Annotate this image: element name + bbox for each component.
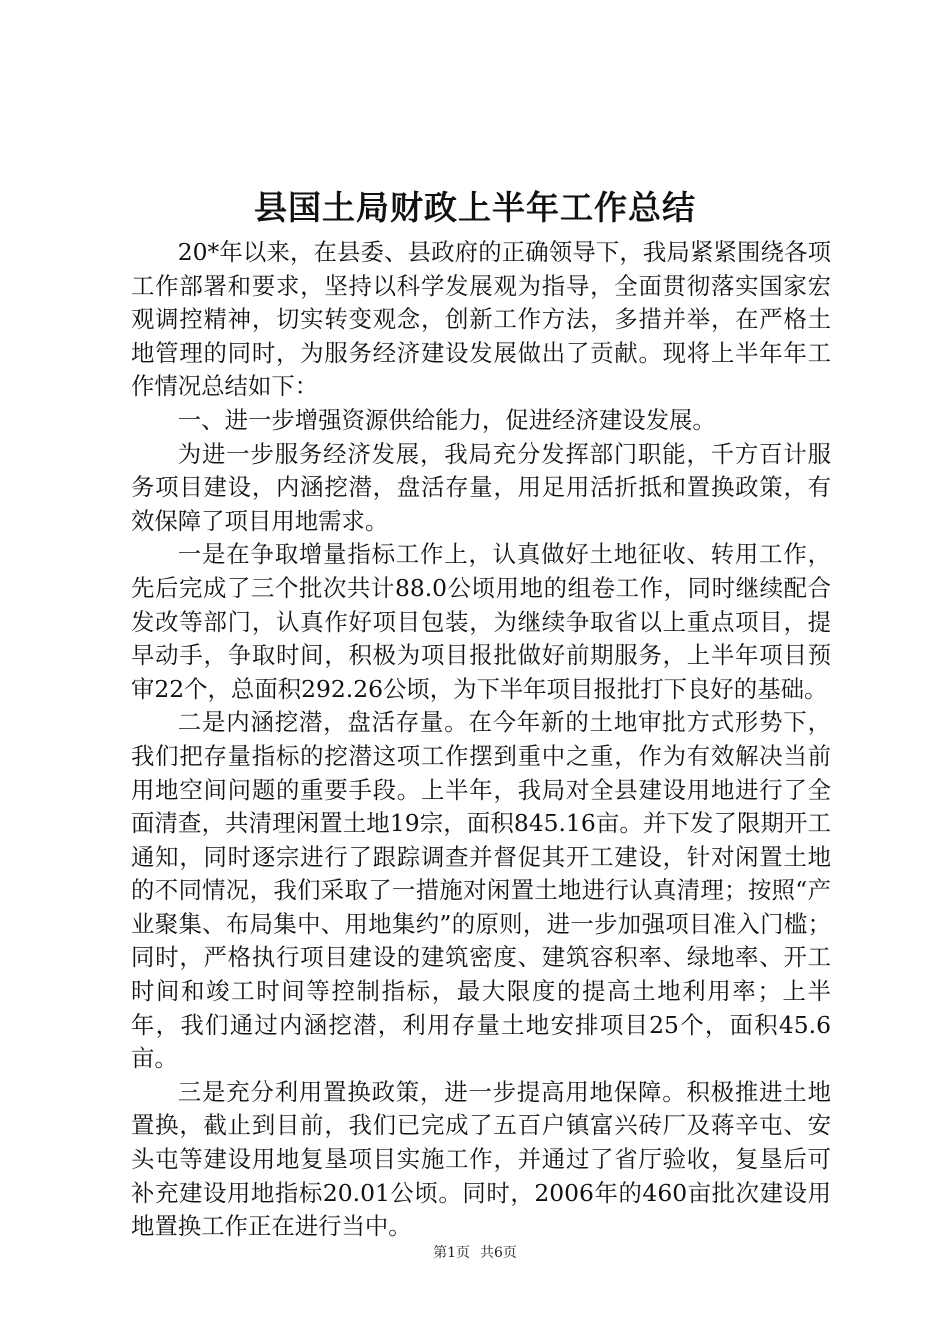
document-title: 县国土局财政上半年工作总结	[254, 188, 696, 227]
paragraph-point-1: 一是在争取增量指标工作上，认真做好土地征收、转用工作，先后完成了三个批次共计88.0公顷用地的组卷工作，同时继续配合发改等部门，认真作好项目包装，为继续争取省以上重点项目，提早动手，争取时间，积极为项目报批做好前期服务，上半年项目预审22个，总面积292.26公顷，为下半年项目报批打下良好的基础。	[131, 540, 831, 703]
page-number: 第1页	[433, 1245, 470, 1261]
paragraph-intro: 20*年以来，在县委、县政府的正确领导下，我局紧紧围绕各项工作部署和要求，坚持以科学发展观为指导，全面贯彻落实国家宏观调控精神，切实转变观念，创新工作方法，多措并举，在严格土地管理的同时，为服务经济建设发展做出了贡献。现将上半年年工作情况总结如下：	[131, 238, 831, 401]
paragraph-point-3: 三是充分利用置换政策，进一步提高用地保障。积极推进土地置换，截止到目前，我们已完成了五百户镇富兴砖厂及蒋辛屯、安头屯等建设用地复垦项目实施工作，并通过了省厅验收，复垦后可补充建设用地指标20.01公顷。同时，2006年的460亩批次建设用地置换工作正在进行当中。	[131, 1077, 831, 1241]
paragraph-point-2: 二是内涵挖潜，盘活存量。在今年新的土地审批方式形势下，我们把存量指标的挖潜这项工作摆到重中之重，作为有效解决当前用地空间问题的重要手段。上半年，我局对全县建设用地进行了全面清查，共清理闲置土地19宗，面积845.16亩。并下发了限期开工通知，同时逐宗进行了跟踪调查并督促其开工建设，针对闲置土地的不同情况，我们采取了一措施对闲置土地进行认真清理；按照“产业聚集、布局集中、用地集约”的原则，进一步加强项目准入门槛；同时，严格执行项目建设的建筑密度、建筑容积率、绿地率、开工时间和竣工时间等控制指标，最大限度的提高土地利用率；上半年，我们通过内涵挖潜，利用存量土地安排项目25个，面积45.6亩。	[131, 708, 831, 1073]
document-body	[131, 236, 831, 1244]
section-heading-1: 一、进一步增强资源供给能力，促进经济建设发展。	[177, 405, 716, 434]
page-footer	[0, 1243, 950, 1263]
paragraph-section-intro: 为进一步服务经济发展，我局充分发挥部门职能，千方百计服务项目建设，内涵挖潜，盘活存量，用足用活折抵和置换政策，有效保障了项目用地需求。	[131, 439, 831, 535]
page-total: 共6页	[480, 1245, 517, 1261]
